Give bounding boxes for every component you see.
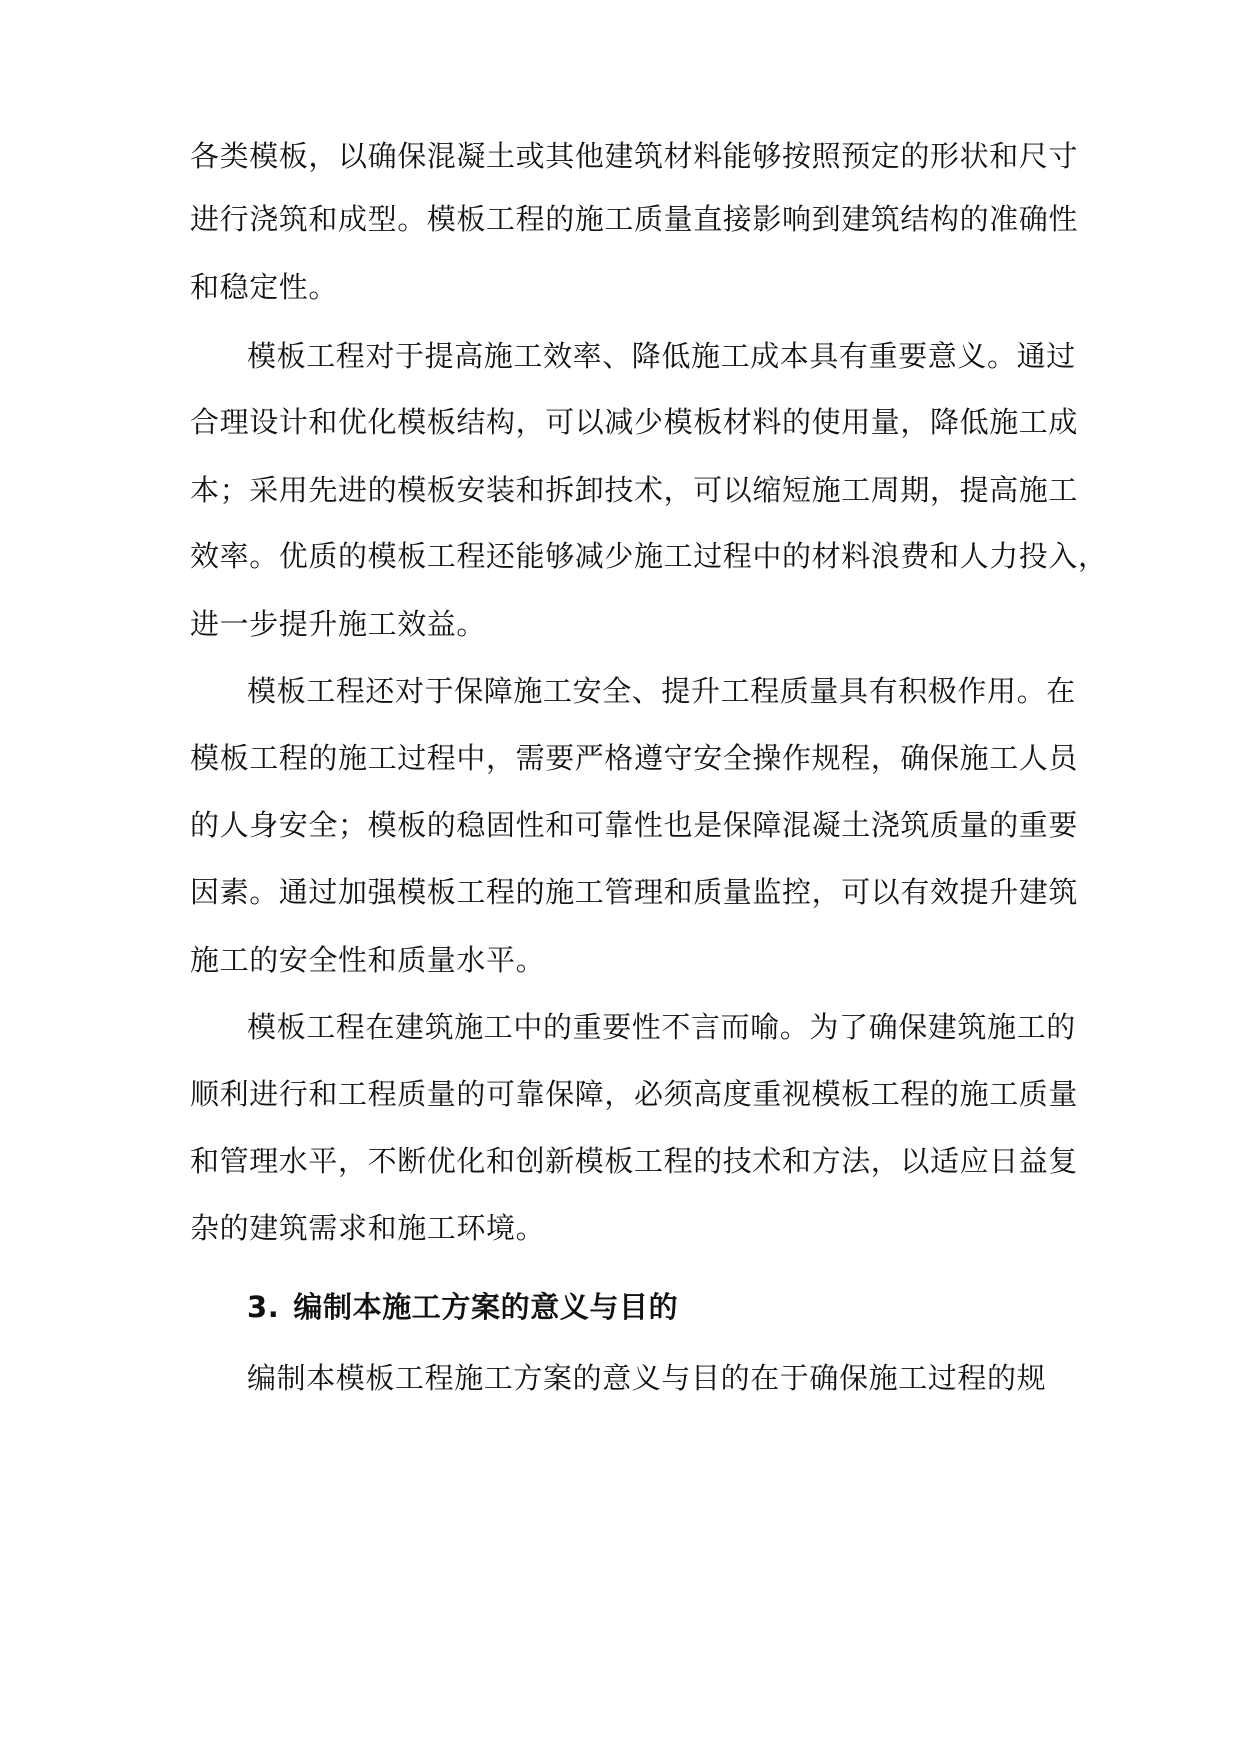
- paragraph-3-line-2: 模板工程的施工过程中，需要严格遵守安全操作规程，确保施工人员: [190, 741, 1079, 775]
- paragraph-4-line-3: 和管理水平，不断优化和创新模板工程的技术和方法，以适应日益复: [190, 1144, 1079, 1178]
- paragraph-3-line-3: 的人身安全；模板的稳固性和可靠性也是保障混凝土浇筑质量的重要: [190, 808, 1079, 842]
- section-heading: [247, 1287, 678, 1327]
- paragraph-3-line-5: 施工的安全性和质量水平。: [190, 943, 546, 977]
- paragraph-2-line-5: 进一步提升施工效益。: [190, 607, 487, 641]
- section-paragraph-line-1: 编制本模板工程施工方案的意义与目的在于确保施工过程的规: [247, 1361, 1047, 1395]
- paragraph-2-line-4: 效率。优质的模板工程还能够减少施工过程中的材料浪费和人力投入，: [190, 539, 1108, 573]
- paragraph-3-line-1: 模板工程还对于保障施工安全、提升工程质量具有积极作用。在: [247, 674, 1076, 708]
- paragraph-4-line-2: 顺利进行和工程质量的可靠保障，必须高度重视模板工程的施工质量: [190, 1077, 1079, 1111]
- paragraph-1-line-1: 各类模板，以确保混凝土或其他建筑材料能够按照预定的形状和尺寸: [190, 139, 1079, 173]
- paragraph-1-line-2: 进行浇筑和成型。模板工程的施工质量直接影响到建筑结构的准确性: [190, 202, 1079, 236]
- paragraph-2-line-1: 模板工程对于提高施工效率、降低施工成本具有重要意义。通过: [247, 339, 1076, 373]
- paragraph-4-line-1: 模板工程在建筑施工中的重要性不言而喻。为了确保建筑施工的: [247, 1010, 1076, 1044]
- paragraph-3-line-4: 因素。通过加强模板工程的施工管理和质量监控，可以有效提升建筑: [190, 875, 1079, 909]
- paragraph-4-line-4: 杂的建筑需求和施工环境。: [190, 1211, 546, 1245]
- paragraph-2-line-3: 本；采用先进的模板安装和拆卸技术，可以缩短施工周期，提高施工: [190, 473, 1079, 507]
- section-number: 3.: [247, 1290, 280, 1324]
- section-title: 编制本施工方案的意义与目的: [293, 1290, 679, 1324]
- paragraph-2-line-2: 合理设计和优化模板结构，可以减少模板材料的使用量，降低施工成: [190, 405, 1079, 439]
- paragraph-1-line-3: 和稳定性。: [190, 270, 339, 304]
